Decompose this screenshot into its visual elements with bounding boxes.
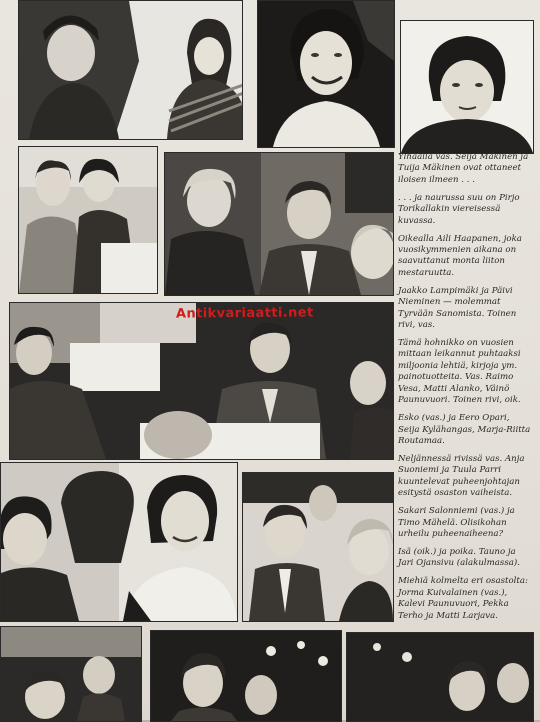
photo-two-men-and-woman xyxy=(242,472,394,622)
caption-paragraph: Ylhäällä vas. Seija Mäkinen ja Tuija Mäkinen ovat ottaneet iloisen ilmeen . . . xyxy=(398,152,529,185)
watermark: Antikvariaatti.net xyxy=(175,305,314,322)
caption-paragraph: Jaakko Lampimäki ja Päivi Nieminen — molemmat Tyrvään Sanomista. Toinen rivi, vas. xyxy=(398,285,517,331)
photo-group-bottom-right xyxy=(346,632,534,722)
caption-paragraph: Neljännessä rivissä vas. Anja Suoniemi ja Tuula Parri kuuntelevat puheenjohtajan esitystä osaston vaiheista. xyxy=(398,453,525,499)
photo-couple-at-table xyxy=(18,146,158,294)
photo-aili-haapanen xyxy=(400,20,534,154)
caption-paragraph: Sakari Salonniemi (vas.) ja Timo Mähelä. Olisikohan urheilu puheenaiheena? xyxy=(398,506,515,539)
caption-paragraph: Oikealla Aili Haapanen, joka vuosikymmenien aikana on saavuttanut monta liiton mestaruutta. xyxy=(398,233,522,278)
photo-group-bottom-center xyxy=(150,630,342,722)
photo-three-men-at-table xyxy=(9,302,394,460)
photo-woman-laughing xyxy=(257,0,395,148)
caption-paragraph: . . . ja naurussa suu on Pirjo Torikallakin viereisessä kuvassa. xyxy=(398,192,520,226)
photo-two-women-smiling xyxy=(18,0,243,140)
caption-paragraph: Esko (vas.) ja Eero Opari, Seija Kylähangas, Marja-Riitta Routamaa. xyxy=(398,413,531,446)
caption-paragraph: Tämä hohnikko on vuosien mittaan leikannut puhtaaksi miljoonia lehtiä, kirjoja ym. painotuotteita. Vas. Raimo Vesa, Matti Alanko, Väinö Paunuvuori. Toinen rivi, oik. xyxy=(398,338,521,406)
photo-woman-and-man-in-suit xyxy=(164,152,394,296)
caption-paragraph: Isä (oik.) ja poika. Tauno ja Jari Ojansivu (alakulmassa). xyxy=(398,546,520,569)
photo-group-bottom-left xyxy=(0,626,142,722)
photo-woman-in-blouse xyxy=(0,462,238,622)
caption-paragraph: Miehiä kolmelta eri osastolta: Jorma Kuivalainen (vas.), Kalevi Paunuvuori, Pekka Terho ja Matti Larjava. xyxy=(398,576,528,621)
caption-column xyxy=(398,152,532,629)
